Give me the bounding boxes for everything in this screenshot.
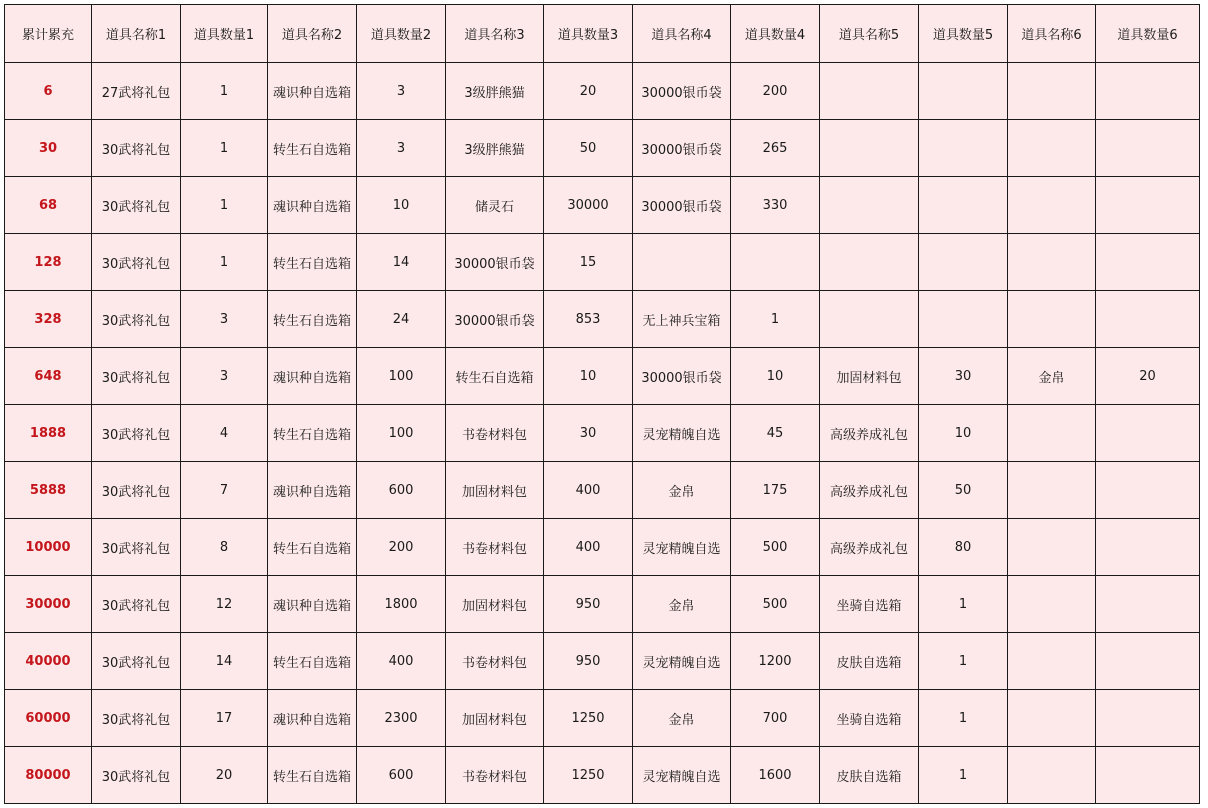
recharge-reward-table: [4, 4, 1200, 804]
table-cell[interactable]: [1096, 177, 1200, 234]
table-cell[interactable]: 17: [181, 690, 268, 747]
recharge-amount-cell[interactable]: 40000: [5, 633, 92, 690]
table-row: [5, 348, 1200, 405]
header-cell[interactable]: 道具名称4: [633, 5, 731, 63]
table-cell[interactable]: [919, 177, 1008, 234]
table-cell[interactable]: 高级养成礼包: [820, 519, 919, 576]
table-cell[interactable]: 4: [181, 405, 268, 462]
recharge-amount-cell[interactable]: 30: [5, 120, 92, 177]
table-row: [5, 462, 1200, 519]
table-row: [5, 576, 1200, 633]
table-row: [5, 63, 1200, 120]
table-cell[interactable]: 30武将礼包: [92, 519, 181, 576]
table-cell[interactable]: 1: [181, 120, 268, 177]
table-cell[interactable]: [919, 63, 1008, 120]
table-cell[interactable]: 400: [357, 633, 446, 690]
table-cell[interactable]: [1008, 576, 1096, 633]
table-row: [5, 633, 1200, 690]
header-cell[interactable]: 道具数量6: [1096, 5, 1200, 63]
table-cell[interactable]: 皮肤自选箱: [820, 747, 919, 804]
table-cell[interactable]: 700: [731, 690, 820, 747]
table-row: [5, 177, 1200, 234]
table-cell[interactable]: 1: [181, 177, 268, 234]
table-cell[interactable]: 30武将礼包: [92, 405, 181, 462]
table-cell[interactable]: 灵宠精魄自选: [633, 747, 731, 804]
header-cell[interactable]: 道具名称3: [446, 5, 544, 63]
table-cell[interactable]: 15: [544, 234, 633, 291]
table-cell[interactable]: [1008, 63, 1096, 120]
table-cell[interactable]: 100: [357, 348, 446, 405]
table-cell[interactable]: 高级养成礼包: [820, 462, 919, 519]
header-row: [5, 5, 1200, 63]
table-cell[interactable]: 853: [544, 291, 633, 348]
table-cell[interactable]: 30武将礼包: [92, 462, 181, 519]
table-cell[interactable]: 30000: [544, 177, 633, 234]
table-cell[interactable]: 金帛: [633, 576, 731, 633]
header-cell[interactable]: 道具名称1: [92, 5, 181, 63]
table-cell[interactable]: 魂识种自选箱: [268, 690, 357, 747]
table-cell[interactable]: [1096, 519, 1200, 576]
table-cell[interactable]: 30武将礼包: [92, 234, 181, 291]
table-row: [5, 120, 1200, 177]
table-cell[interactable]: 600: [357, 462, 446, 519]
table-cell[interactable]: 7: [181, 462, 268, 519]
table-cell[interactable]: 30000银币袋: [633, 63, 731, 120]
table-cell[interactable]: 转生石自选箱: [268, 234, 357, 291]
table-cell[interactable]: 10: [544, 348, 633, 405]
table-cell[interactable]: 50: [919, 462, 1008, 519]
table-cell[interactable]: [731, 234, 820, 291]
table-cell[interactable]: 600: [357, 747, 446, 804]
table-cell[interactable]: 坐骑自选箱: [820, 690, 919, 747]
table-cell[interactable]: 书卷材料包: [446, 519, 544, 576]
table-cell[interactable]: 魂识种自选箱: [268, 63, 357, 120]
table-cell[interactable]: [1096, 747, 1200, 804]
table-cell[interactable]: 魂识种自选箱: [268, 462, 357, 519]
table-cell[interactable]: 30武将礼包: [92, 690, 181, 747]
table-cell[interactable]: 1250: [544, 747, 633, 804]
table-cell[interactable]: 30000银币袋: [446, 234, 544, 291]
table-cell[interactable]: [820, 120, 919, 177]
table-cell[interactable]: 3: [357, 120, 446, 177]
table-cell[interactable]: 魂识种自选箱: [268, 348, 357, 405]
table-row: [5, 747, 1200, 804]
table-cell[interactable]: [1096, 120, 1200, 177]
table-cell[interactable]: 30武将礼包: [92, 291, 181, 348]
table-cell[interactable]: 30武将礼包: [92, 348, 181, 405]
table-cell[interactable]: 400: [544, 519, 633, 576]
table-cell[interactable]: 30: [919, 348, 1008, 405]
table-cell[interactable]: 20: [544, 63, 633, 120]
table-cell[interactable]: 金帛: [1008, 348, 1096, 405]
table-cell[interactable]: 1: [919, 690, 1008, 747]
table-cell[interactable]: 30000银币袋: [633, 120, 731, 177]
table-cell[interactable]: [1008, 120, 1096, 177]
table-cell[interactable]: 加固材料包: [446, 690, 544, 747]
table-cell[interactable]: [1008, 177, 1096, 234]
table-cell[interactable]: [1008, 405, 1096, 462]
table-cell[interactable]: 8: [181, 519, 268, 576]
recharge-amount-cell[interactable]: 10000: [5, 519, 92, 576]
table-cell[interactable]: [1008, 462, 1096, 519]
table-cell[interactable]: 1600: [731, 747, 820, 804]
table-cell[interactable]: 10: [731, 348, 820, 405]
table-cell[interactable]: 无上神兵宝箱: [633, 291, 731, 348]
table-cell[interactable]: [919, 291, 1008, 348]
table-cell[interactable]: [1096, 633, 1200, 690]
recharge-amount-cell[interactable]: 6: [5, 63, 92, 120]
table-cell[interactable]: 皮肤自选箱: [820, 633, 919, 690]
table-cell[interactable]: [1096, 291, 1200, 348]
table-cell[interactable]: [633, 234, 731, 291]
table-cell[interactable]: 转生石自选箱: [268, 291, 357, 348]
table-cell[interactable]: 950: [544, 633, 633, 690]
table-cell[interactable]: 30武将礼包: [92, 633, 181, 690]
table-cell[interactable]: 转生石自选箱: [446, 348, 544, 405]
table-cell[interactable]: 3级胖熊猫: [446, 120, 544, 177]
recharge-amount-cell[interactable]: 60000: [5, 690, 92, 747]
table-cell[interactable]: 储灵石: [446, 177, 544, 234]
table-cell[interactable]: 30000银币袋: [633, 348, 731, 405]
table-cell[interactable]: 45: [731, 405, 820, 462]
table-cell[interactable]: 魂识种自选箱: [268, 177, 357, 234]
table-cell[interactable]: 50: [544, 120, 633, 177]
table-cell[interactable]: 80: [919, 519, 1008, 576]
table-cell[interactable]: 30武将礼包: [92, 120, 181, 177]
table-cell[interactable]: 1: [731, 291, 820, 348]
table-cell[interactable]: 175: [731, 462, 820, 519]
table-cell[interactable]: 1: [919, 747, 1008, 804]
table-cell[interactable]: 加固材料包: [446, 462, 544, 519]
table-cell[interactable]: 1: [919, 576, 1008, 633]
table-cell[interactable]: [919, 120, 1008, 177]
table-cell[interactable]: 魂识种自选箱: [268, 576, 357, 633]
table-cell[interactable]: 500: [731, 576, 820, 633]
table-cell[interactable]: 金帛: [633, 462, 731, 519]
table-cell[interactable]: 坐骑自选箱: [820, 576, 919, 633]
table-cell[interactable]: [1096, 462, 1200, 519]
recharge-amount-cell[interactable]: 328: [5, 291, 92, 348]
table-cell[interactable]: 金帛: [633, 690, 731, 747]
table-cell[interactable]: 转生石自选箱: [268, 519, 357, 576]
recharge-amount-cell[interactable]: 1888: [5, 405, 92, 462]
header-cell[interactable]: 道具名称5: [820, 5, 919, 63]
table-cell[interactable]: [1008, 747, 1096, 804]
header-cell[interactable]: 道具数量5: [919, 5, 1008, 63]
table-cell[interactable]: 加固材料包: [820, 348, 919, 405]
table-row: [5, 405, 1200, 462]
table-cell[interactable]: 500: [731, 519, 820, 576]
table-cell[interactable]: 1200: [731, 633, 820, 690]
table-cell[interactable]: 950: [544, 576, 633, 633]
table-cell[interactable]: 20: [181, 747, 268, 804]
table-cell[interactable]: 1: [181, 234, 268, 291]
table-cell[interactable]: 30000银币袋: [446, 291, 544, 348]
table-cell[interactable]: 14: [181, 633, 268, 690]
table-cell[interactable]: 30000银币袋: [633, 177, 731, 234]
table-cell[interactable]: 1: [919, 633, 1008, 690]
table-cell[interactable]: 1250: [544, 690, 633, 747]
table-cell[interactable]: [1096, 576, 1200, 633]
table-row: [5, 690, 1200, 747]
table-cell[interactable]: 100: [357, 405, 446, 462]
table-cell[interactable]: [1008, 291, 1096, 348]
table-cell[interactable]: 400: [544, 462, 633, 519]
table-cell[interactable]: 高级养成礼包: [820, 405, 919, 462]
table-cell[interactable]: [919, 234, 1008, 291]
table-cell[interactable]: 转生石自选箱: [268, 633, 357, 690]
table-cell[interactable]: [820, 291, 919, 348]
table-cell[interactable]: 1: [181, 63, 268, 120]
header-cell[interactable]: 道具数量4: [731, 5, 820, 63]
table-row: [5, 519, 1200, 576]
table-cell[interactable]: [1008, 633, 1096, 690]
table-cell[interactable]: 30武将礼包: [92, 747, 181, 804]
table-cell[interactable]: [820, 234, 919, 291]
table-cell[interactable]: 书卷材料包: [446, 633, 544, 690]
table-cell[interactable]: 灵宠精魄自选: [633, 519, 731, 576]
table-cell[interactable]: 30武将礼包: [92, 576, 181, 633]
table-cell[interactable]: 27武将礼包: [92, 63, 181, 120]
table-cell[interactable]: 10: [357, 177, 446, 234]
table-cell[interactable]: 265: [731, 120, 820, 177]
table-cell[interactable]: 3级胖熊猫: [446, 63, 544, 120]
table-cell[interactable]: [1096, 234, 1200, 291]
header-cell[interactable]: 道具数量1: [181, 5, 268, 63]
table-body: [5, 63, 1200, 804]
table-cell[interactable]: [820, 63, 919, 120]
table-cell[interactable]: 1800: [357, 576, 446, 633]
table-cell[interactable]: 200: [731, 63, 820, 120]
recharge-amount-cell[interactable]: 128: [5, 234, 92, 291]
table-cell[interactable]: 14: [357, 234, 446, 291]
table-cell[interactable]: 书卷材料包: [446, 747, 544, 804]
table-cell[interactable]: 3: [181, 348, 268, 405]
recharge-amount-cell[interactable]: 30000: [5, 576, 92, 633]
table-cell[interactable]: 2300: [357, 690, 446, 747]
header-cell[interactable]: 道具数量3: [544, 5, 633, 63]
table-cell[interactable]: 转生石自选箱: [268, 120, 357, 177]
table-cell[interactable]: 24: [357, 291, 446, 348]
table-cell[interactable]: [1096, 690, 1200, 747]
spreadsheet: [4, 4, 1200, 804]
recharge-amount-cell[interactable]: 80000: [5, 747, 92, 804]
table-row: [5, 234, 1200, 291]
table-cell[interactable]: 3: [181, 291, 268, 348]
table-cell[interactable]: 330: [731, 177, 820, 234]
header-cell[interactable]: 道具名称6: [1008, 5, 1096, 63]
table-cell[interactable]: 12: [181, 576, 268, 633]
table-cell[interactable]: [820, 177, 919, 234]
table-cell[interactable]: [1096, 63, 1200, 120]
table-cell[interactable]: 200: [357, 519, 446, 576]
recharge-amount-cell[interactable]: 648: [5, 348, 92, 405]
table-cell[interactable]: [1008, 690, 1096, 747]
header-cell[interactable]: 累计累充: [5, 5, 92, 63]
table-cell[interactable]: 转生石自选箱: [268, 747, 357, 804]
table-cell[interactable]: 灵宠精魄自选: [633, 633, 731, 690]
header-cell[interactable]: 道具数量2: [357, 5, 446, 63]
table-cell[interactable]: 加固材料包: [446, 576, 544, 633]
table-cell[interactable]: 转生石自选箱: [268, 405, 357, 462]
table-cell[interactable]: 10: [919, 405, 1008, 462]
table-cell[interactable]: 30: [544, 405, 633, 462]
table-cell[interactable]: 灵宠精魄自选: [633, 405, 731, 462]
recharge-amount-cell[interactable]: 68: [5, 177, 92, 234]
table-cell[interactable]: [1008, 519, 1096, 576]
table-cell[interactable]: 3: [357, 63, 446, 120]
table-row: [5, 291, 1200, 348]
table-cell[interactable]: 30武将礼包: [92, 177, 181, 234]
table-cell[interactable]: [1096, 405, 1200, 462]
table-cell[interactable]: 书卷材料包: [446, 405, 544, 462]
header-cell[interactable]: 道具名称2: [268, 5, 357, 63]
recharge-amount-cell[interactable]: 5888: [5, 462, 92, 519]
table-cell[interactable]: [1008, 234, 1096, 291]
table-cell[interactable]: 20: [1096, 348, 1200, 405]
